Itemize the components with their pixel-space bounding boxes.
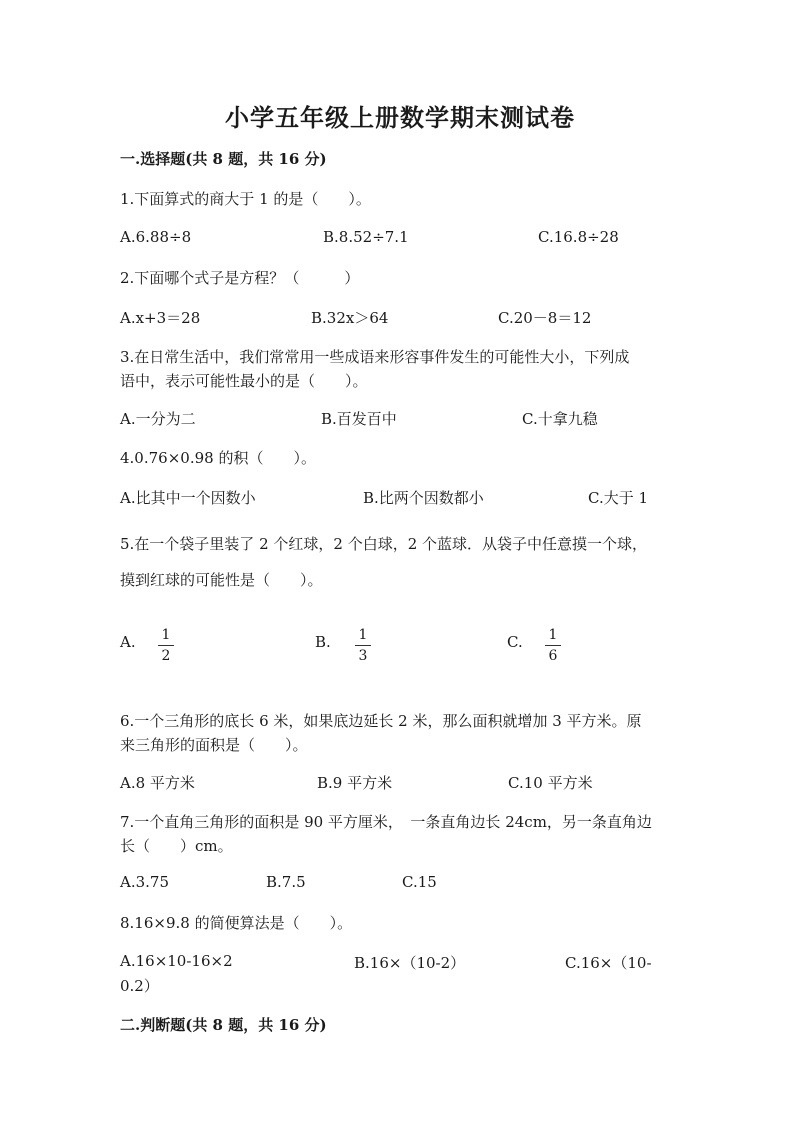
q1-option-c: C.16.8÷28 <box>538 228 619 246</box>
q5-option-b-fraction <box>355 627 371 664</box>
q5-option-c-label: C. <box>507 633 523 651</box>
question-7-line-1: 7.一个直角三角形的面积是 90 平方厘米， 一条直角边长 24cm，另一条直角边 <box>120 813 652 831</box>
section-heading-judgment: 二.判断题(共 8 题，共 16 分) <box>120 1016 327 1034</box>
q2-option-a: A.x+3＝28 <box>120 309 201 327</box>
question-5 <box>120 526 680 598</box>
q1-option-a: A.6.88÷8 <box>120 228 192 246</box>
question-3-line-2: 语中，表示可能性最小的是（ ）。 <box>120 372 368 390</box>
q5-option-a-label: A. <box>120 633 136 651</box>
q8-option-c: C.16×（10- <box>565 954 652 972</box>
q7-option-a: A.3.75 <box>120 873 169 891</box>
fraction-numerator: 1 <box>548 627 558 643</box>
q4-option-a: A.比其中一个因数小 <box>120 489 256 507</box>
question-6-line-1: 6.一个三角形的底长 6 米，如果底边延长 2 米，那么面积就增加 3 平方米。原 <box>120 712 642 730</box>
q3-option-c: C.十拿九稳 <box>522 410 598 428</box>
fraction-bar <box>158 645 174 646</box>
q8-option-b: B.16×（10-2） <box>354 954 466 972</box>
fraction-denominator: 6 <box>548 648 558 664</box>
question-6-line-2: 来三角形的面积是（ ）。 <box>120 736 308 754</box>
section-heading-choice: 一.选择题(共 8 题，共 16 分) <box>120 150 327 168</box>
q5-option-b-label: B. <box>315 633 331 651</box>
q7-option-b: B.7.5 <box>266 873 306 891</box>
q2-option-c: C.20－8＝12 <box>498 309 592 327</box>
q1-option-b: B.8.52÷7.1 <box>323 228 409 246</box>
question-1: 1.下面算式的商大于 1 的是（ ）。 <box>120 190 371 208</box>
q8-option-c-continued: 0.2） <box>120 977 159 995</box>
question-6 <box>120 709 680 757</box>
q3-option-a: A.一分为二 <box>120 410 196 428</box>
question-2: 2.下面哪个式子是方程？（ ） <box>120 269 360 287</box>
fraction-denominator: 2 <box>161 648 171 664</box>
fraction-denominator: 3 <box>358 648 368 664</box>
q8-option-a: A.16×10-16×2 <box>120 952 233 970</box>
q2-option-b: B.32x＞64 <box>311 309 389 327</box>
question-5-line-1: 5.在一个袋子里装了 2 个红球，2 个白球，2 个蓝球．从袋子中任意摸一个球， <box>120 535 648 553</box>
question-4: 4.0.76×0.98 的积（ ）。 <box>120 449 316 467</box>
q3-option-b: B.百发百中 <box>321 410 397 428</box>
question-3-line-1: 3.在日常生活中，我们常常用一些成语来形容事件发生的可能性大小，下列成 <box>120 348 630 366</box>
question-3 <box>120 345 680 393</box>
q5-option-a-fraction <box>158 627 174 664</box>
q6-option-a: A.8 平方米 <box>120 774 195 792</box>
q6-option-b: B.9 平方米 <box>317 774 393 792</box>
q4-option-c: C.大于 1 <box>588 489 649 507</box>
fraction-bar <box>355 645 371 646</box>
fraction-numerator: 1 <box>358 627 368 643</box>
q6-option-c: C.10 平方米 <box>508 774 593 792</box>
q4-option-b: B.比两个因数都小 <box>363 489 484 507</box>
question-8: 8.16×9.8 的简便算法是（ ）。 <box>120 914 353 932</box>
q7-option-c: C.15 <box>402 873 437 891</box>
fraction-bar <box>545 645 561 646</box>
q5-option-c-fraction <box>545 627 561 664</box>
question-5-line-2: 摸到红球的可能性是（ ）。 <box>120 571 323 589</box>
fraction-numerator: 1 <box>161 627 171 643</box>
page-title: 小学五年级上册数学期末测试卷 <box>225 103 575 132</box>
question-7 <box>120 810 680 858</box>
question-7-line-2: 长（ ）cm。 <box>120 837 233 855</box>
